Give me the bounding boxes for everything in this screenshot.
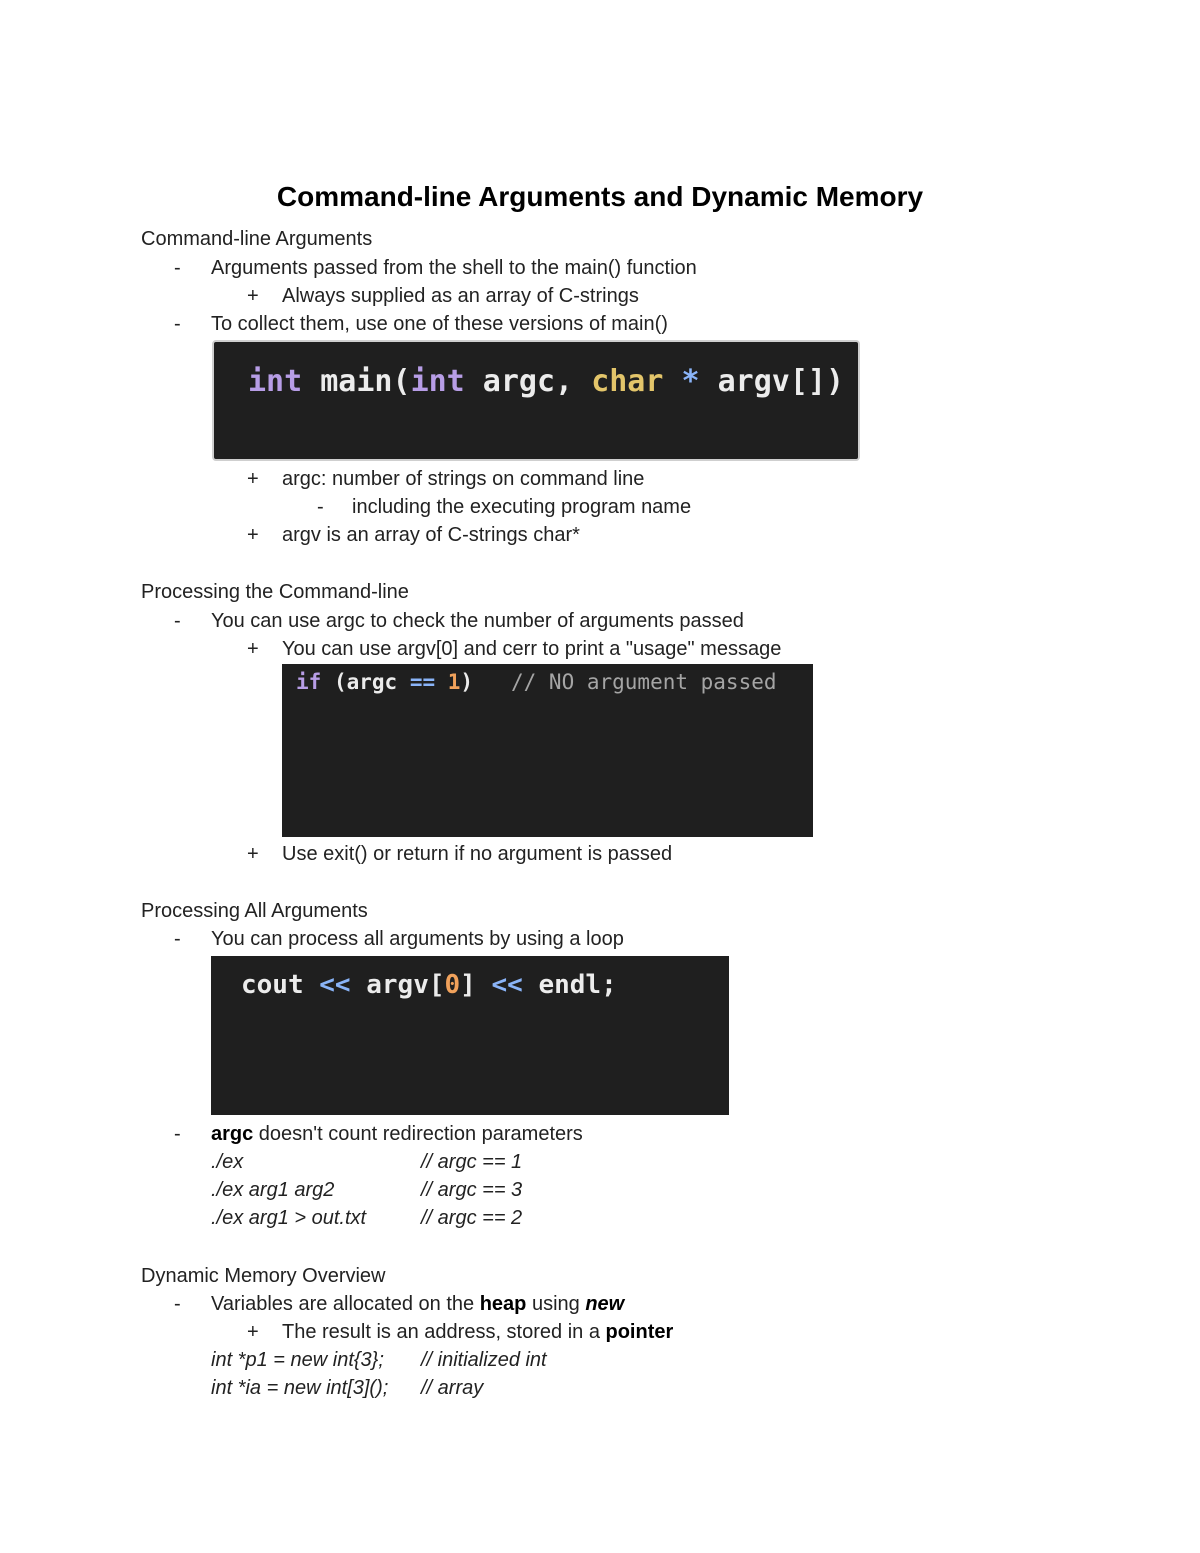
example-code: int *p1 = new int{3}; <box>211 1349 384 1371</box>
dash-bullet: - <box>317 496 324 518</box>
redirection-text: doesn't count redirection parameters <box>253 1123 583 1145</box>
example-comment: // argc == 2 <box>421 1207 523 1229</box>
code-token: 0 <box>444 970 461 1000</box>
bullet-use-exit: Use exit() or return if no argument is passed <box>282 843 673 865</box>
pointer-keyword: pointer <box>605 1321 674 1343</box>
bullet-process-loop: You can process all arguments by using a loop <box>211 928 624 950</box>
code-token: << <box>319 970 351 1000</box>
bullet-always-supplied: Always supplied as an array of C-strings <box>282 285 639 307</box>
bullet-collect-them: To collect them, use one of these versions of main() <box>211 313 668 335</box>
new-keyword: new <box>585 1293 625 1315</box>
bullet-arguments-passed: Arguments passed from the shell to the main() function <box>211 257 697 279</box>
example-command: ./ex <box>211 1151 244 1173</box>
bullet-address-pointer <box>282 1318 673 1346</box>
plus-bullet: + <box>247 843 259 865</box>
example-command: ./ex arg1 > out.txt <box>211 1207 367 1229</box>
bullet-argv-definition: argv is an array of C-strings char* <box>282 524 580 546</box>
bullet-usage-message: You can use argv[0] and cerr to print a "usage" message <box>282 638 782 660</box>
dash-bullet: - <box>174 313 181 335</box>
heap-keyword: heap <box>479 1293 527 1315</box>
plus-bullet: + <box>247 468 259 490</box>
code-line <box>296 669 813 837</box>
code-token: cout <box>241 970 320 1000</box>
dash-bullet: - <box>174 610 181 632</box>
code-token: ) <box>460 670 511 694</box>
code-token: main( <box>302 364 411 399</box>
code-token: argv[]) <box>717 364 845 399</box>
example-comment: // argc == 3 <box>421 1179 523 1201</box>
dash-bullet: - <box>174 1293 181 1315</box>
heap-text-mid: using <box>526 1293 586 1315</box>
code-line <box>241 970 729 1115</box>
section-heading-processing-all-arguments: Processing All Arguments <box>141 900 368 922</box>
code-token: endl; <box>522 970 617 1000</box>
dash-bullet: - <box>174 257 181 279</box>
example-code: int *ia = new int[3](); <box>211 1377 389 1399</box>
code-token: char <box>591 364 664 399</box>
dash-bullet: - <box>174 928 181 950</box>
code-token <box>435 670 448 694</box>
code-block-main-signatures <box>212 340 860 461</box>
pointer-text-pre: The result is an address, stored in a <box>282 1321 606 1343</box>
bullet-heap-allocation <box>211 1290 624 1318</box>
code-block-argument-loop <box>211 956 729 1115</box>
code-line <box>248 364 858 461</box>
example-command: ./ex arg1 arg2 <box>211 1179 335 1201</box>
code-block-usage-check <box>282 664 813 837</box>
section-heading-dynamic-memory: Dynamic Memory Overview <box>141 1265 386 1287</box>
code-token: argv[ <box>350 970 445 1000</box>
page-title: Command-line Arguments and Dynamic Memory <box>276 181 924 212</box>
code-token: 1 <box>447 670 461 694</box>
plus-bullet: + <box>247 1321 259 1343</box>
code-comment: // NO argument passed <box>511 670 777 694</box>
bullet-argc-definition: argc: number of strings on command line <box>282 468 645 490</box>
code-token: if <box>296 670 322 694</box>
example-comment: // initialized int <box>421 1349 547 1371</box>
bullet-redirection <box>211 1120 583 1148</box>
section-heading-command-line-arguments: Command-line Arguments <box>141 228 373 250</box>
example-comment: // argc == 1 <box>421 1151 523 1173</box>
section-heading-processing-command-line: Processing the Command-line <box>141 581 409 603</box>
code-token: ] <box>460 970 492 1000</box>
plus-bullet: + <box>247 638 259 660</box>
plus-bullet: + <box>247 524 259 546</box>
code-token: argc, <box>464 364 592 399</box>
code-token: * <box>663 364 718 399</box>
code-token: == <box>409 670 436 694</box>
plus-bullet: + <box>247 285 259 307</box>
dash-bullet: - <box>174 1123 181 1145</box>
example-comment: // array <box>421 1377 484 1399</box>
argc-keyword: argc <box>211 1123 254 1145</box>
code-token: << <box>491 970 523 1000</box>
bullet-including-program-name: including the executing program name <box>352 496 692 518</box>
code-token: int <box>410 364 465 399</box>
code-token: (argc <box>321 670 410 694</box>
bullet-use-argc: You can use argc to check the number of arguments passed <box>211 610 744 632</box>
heap-text-pre: Variables are allocated on the <box>211 1293 480 1315</box>
code-token: int <box>248 364 303 399</box>
